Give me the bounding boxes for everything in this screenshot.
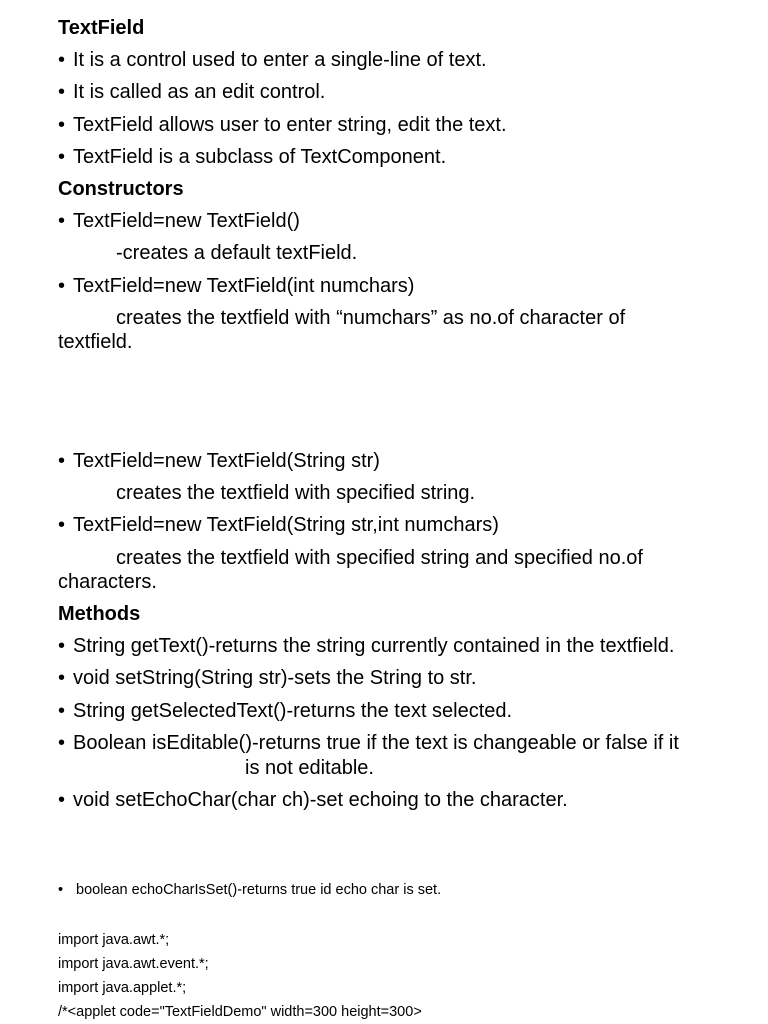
constructor-description-continued: characters. bbox=[58, 571, 157, 593]
constructor-description: -creates a default textField. bbox=[116, 242, 358, 264]
list-item: • boolean echoCharIsSet()-returns true id echo char is set. bbox=[58, 880, 441, 900]
list-item: • It is a control used to enter a single-line of text. bbox=[58, 48, 487, 72]
constructor-description: creates the textfield with “numchars” as no.of character of bbox=[116, 307, 626, 329]
list-item: • TextField is a subclass of TextComponent. bbox=[58, 145, 446, 169]
constructor-description: creates the textfield with specified string. bbox=[116, 482, 476, 504]
list-item: • TextField=new TextField() bbox=[58, 209, 300, 233]
method-description-continued: is not editable. bbox=[245, 757, 374, 779]
code-line: import java.applet.*; bbox=[58, 980, 187, 996]
code-line: import java.awt.event.*; bbox=[58, 956, 209, 972]
list-item: • void setString(String str)-sets the String to str. bbox=[58, 666, 476, 690]
list-item: • It is called as an edit control. bbox=[58, 80, 325, 104]
list-item: • TextField=new TextField(String str,int numchars) bbox=[58, 513, 499, 537]
section-title-textfield: TextField bbox=[58, 17, 145, 39]
code-line: import java.awt.*; bbox=[58, 932, 170, 948]
section-title-methods: Methods bbox=[58, 603, 141, 625]
list-item: • TextField=new TextField(int numchars) bbox=[58, 274, 414, 298]
list-item: • String getText()-returns the string currently contained in the textfield. bbox=[58, 634, 674, 658]
section-title-constructors: Constructors bbox=[58, 178, 184, 200]
list-item: • Boolean isEditable()-returns true if the text is changeable or false if it bbox=[58, 731, 679, 755]
list-item: • void setEchoChar(char ch)-set echoing to the character. bbox=[58, 788, 568, 812]
code-line: /*<applet code="TextFieldDemo" width=300 height=300> bbox=[58, 1004, 422, 1020]
list-item: • TextField=new TextField(String str) bbox=[58, 449, 380, 473]
list-item: • TextField allows user to enter string, edit the text. bbox=[58, 113, 507, 137]
constructor-description-continued: textfield. bbox=[58, 331, 133, 353]
constructor-description: creates the textfield with specified string and specified no.of bbox=[116, 547, 643, 569]
list-item: • String getSelectedText()-returns the text selected. bbox=[58, 699, 512, 723]
